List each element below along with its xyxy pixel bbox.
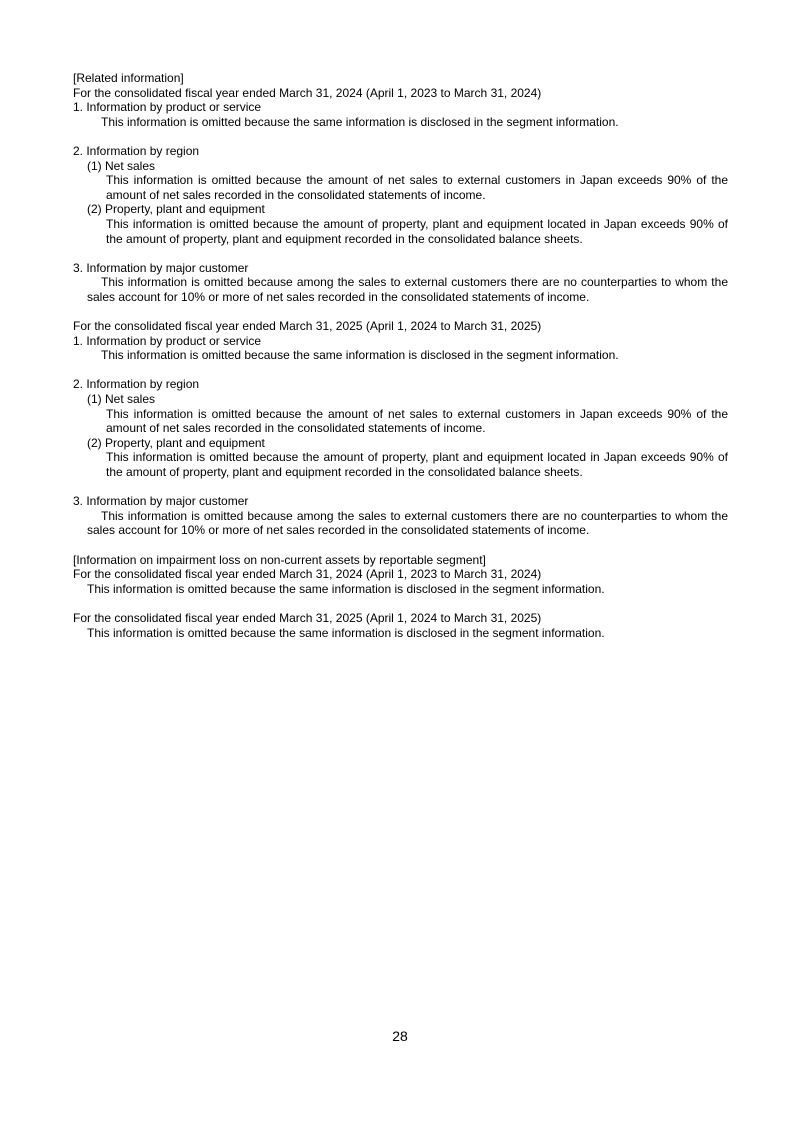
fy2024-period: For the consolidated fiscal year ended March 31, 2024 (April 1, 2023 to March 31, 2024) bbox=[73, 85, 542, 100]
fy2025-item3-text: This information is omitted because among the sales to external customers there are no counterparties to whom the sales account for 10% or more of net sales recorded in the consolidated statements of income. bbox=[87, 508, 728, 538]
impairment-fy2025-text: This information is omitted because the same information is disclosed in the segment information. bbox=[87, 625, 605, 640]
fy2024-item3-heading: 3. Information by major customer bbox=[73, 260, 249, 275]
fy2025-ppe-heading: (2) Property, plant and equipment bbox=[87, 435, 265, 450]
fy2025-item2-heading: 2. Information by region bbox=[73, 377, 200, 392]
fy2024-net-sales-text: This information is omitted because the amount of net sales to external customers in Japan exceeds 90% of the amount of net sales recorded in the consolidated statements of income. bbox=[106, 173, 728, 202]
document-body bbox=[73, 71, 728, 640]
fy2025-item1-text: This information is omitted because the same information is disclosed in the segment information. bbox=[101, 348, 619, 363]
fy2025-item1-heading: 1. Information by product or service bbox=[73, 333, 262, 348]
fy2024-item2-heading: 2. Information by region bbox=[73, 143, 200, 158]
fy2025-item3-heading: 3. Information by major customer bbox=[73, 494, 249, 509]
impairment-fy2025-period: For the consolidated fiscal year ended March 31, 2025 (April 1, 2024 to March 31, 2025) bbox=[73, 610, 542, 625]
impairment-fy2024-period: For the consolidated fiscal year ended March 31, 2024 (April 1, 2023 to March 31, 2024) bbox=[73, 567, 542, 582]
fy2025-net-sales-heading: (1) Net sales bbox=[87, 392, 156, 407]
page-number: 28 bbox=[392, 1028, 408, 1044]
fy2025-net-sales-text: This information is omitted because the amount of net sales to external customers in Japan exceeds 90% of the amount of net sales recorded in the consolidated statements of income. bbox=[106, 406, 728, 436]
fy2024-item3-text: This information is omitted because among the sales to external customers there are no counterparties to whom the sales account for 10% or more of net sales recorded in the consolidated statements of income. bbox=[87, 275, 728, 304]
fy2024-ppe-heading: (2) Property, plant and equipment bbox=[87, 202, 265, 217]
fy2024-ppe-text: This information is omitted because the amount of property, plant and equipment located in Japan exceeds 90% of the amount of property, plant and equipment recorded in the consolidated balance sheets. bbox=[106, 216, 728, 246]
fy2024-net-sales-heading: (1) Net sales bbox=[87, 158, 156, 173]
impairment-fy2024-text: This information is omitted because the same information is disclosed in the segment information. bbox=[87, 581, 605, 596]
section-title: [Related information] bbox=[73, 71, 184, 85]
fy2025-period: For the consolidated fiscal year ended March 31, 2025 (April 1, 2024 to March 31, 2025) bbox=[73, 319, 542, 334]
fy2024-item1-heading: 1. Information by product or service bbox=[73, 100, 262, 115]
fy2025-ppe-text: This information is omitted because the amount of property, plant and equipment located in Japan exceeds 90% of the amount of property, plant and equipment recorded in the consolidated balance sheets. bbox=[106, 450, 728, 480]
fy2024-item1-text: This information is omitted because the same information is disclosed in the segment information. bbox=[101, 114, 619, 129]
impairment-title: [Information on impairment loss on non-current assets by reportable segment] bbox=[73, 552, 486, 567]
